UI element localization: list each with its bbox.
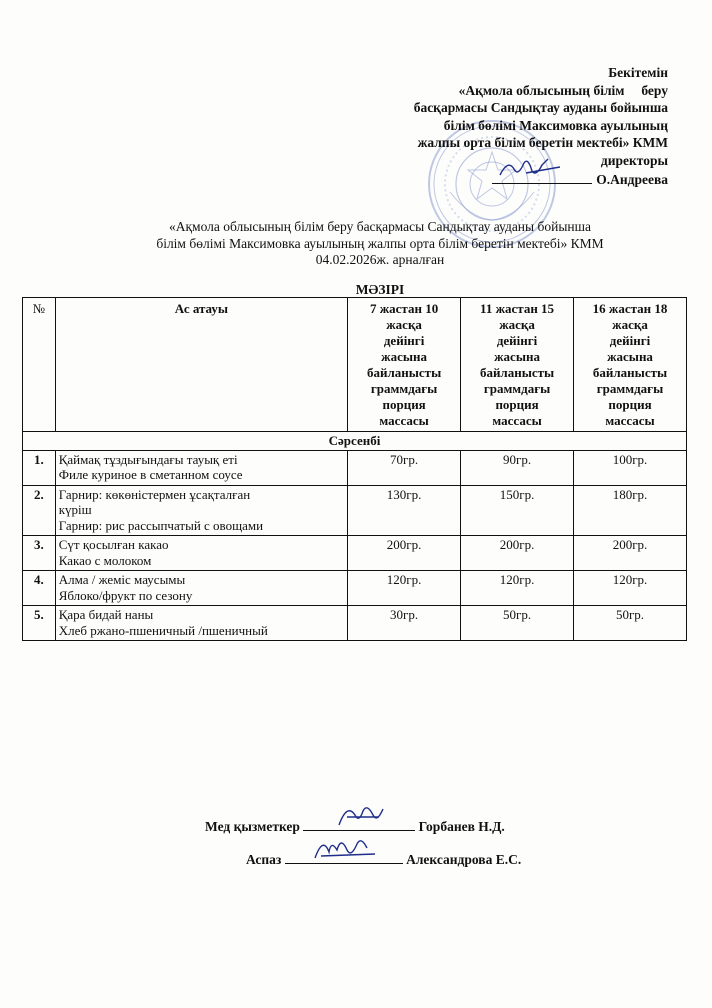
dish-name-kz: Гарнир: көкөністермен ұсақталған — [58, 486, 251, 502]
header-number: № — [23, 298, 56, 432]
cook-label: Аспаз — [246, 852, 282, 867]
dish-name-kz: Қаймақ тұздығындағы тауық еті — [58, 451, 238, 467]
dish-name-kz-cont: күріш — [58, 502, 92, 517]
row-number: 3. — [23, 536, 56, 571]
cook-signature — [285, 848, 403, 864]
dish-name-ru: Хлеб ржано-пшеничный /пшеничный — [58, 622, 268, 638]
portion-11-15: 50гр. — [461, 606, 574, 641]
handwritten-signature-icon — [333, 801, 393, 829]
dish-name-ru: Гарнир: рис рассыпчатый с овощами — [58, 517, 264, 533]
director-name: О.Андреева — [596, 172, 668, 187]
row-number: 4. — [23, 571, 56, 606]
portion-7-10: 200гр. — [348, 536, 461, 571]
heading-line: «Ақмола облысының білім беру басқармасы Сандықтау ауданы бойынша — [168, 219, 592, 234]
portion-7-10: 70гр. — [348, 450, 461, 485]
dish-name — [55, 606, 347, 641]
approval-block — [328, 64, 668, 189]
portion-11-15: 200гр. — [461, 536, 574, 571]
dish-name-kz: Алма / жеміс маусымы — [58, 572, 186, 587]
row-number: 5. — [23, 606, 56, 641]
dish-name — [55, 450, 347, 485]
dish-name — [55, 571, 347, 606]
portion-7-10: 130гр. — [348, 485, 461, 536]
table-row — [23, 536, 687, 571]
dish-name-ru: Яблоко/фрукт по сезону — [58, 587, 193, 603]
portion-11-15: 120гр. — [461, 571, 574, 606]
dish-name-ru: Филе куриное в сметанном соусе — [58, 467, 243, 482]
medical-worker-name: Горбанев Н.Д. — [418, 819, 505, 834]
approval-line: білім бөлімі Максимовка ауылының — [443, 117, 668, 133]
table-row — [23, 606, 687, 641]
portion-11-15: 90гр. — [461, 450, 574, 485]
portion-7-10: 30гр. — [348, 606, 461, 641]
header-age-16-18: 16 жастан 18 жасқа дейінгі жасына байланысты граммдағы порция массасы — [574, 298, 687, 432]
portion-16-18: 200гр. — [574, 536, 687, 571]
approval-line: басқармасы Сандықтау ауданы бойынша — [413, 100, 668, 115]
medical-worker-signature — [303, 815, 415, 831]
dish-name — [55, 536, 347, 571]
approval-line: Бекітемін — [608, 65, 668, 80]
dish-name-kz: Қара бидай наны — [58, 607, 154, 622]
portion-16-18: 50гр. — [574, 606, 687, 641]
portion-16-18: 100гр. — [574, 450, 687, 485]
heading-line: білім бөлімі Максимовка ауылының жалпы орта білім беретін мектебі» КММ — [156, 235, 604, 251]
portion-16-18: 120гр. — [574, 571, 687, 606]
approval-line: жалпы орта білім беретін мектебі» КММ — [417, 135, 668, 150]
medical-worker-label: Мед қызметкер — [205, 819, 300, 834]
portion-7-10: 120гр. — [348, 571, 461, 606]
approval-line: «Ақмола облысының білім беру — [458, 82, 668, 98]
menu-title: МӘЗІРІ — [355, 282, 405, 297]
cook-signature-row — [246, 848, 521, 868]
header-age-11-15: 11 жастан 15 жасқа дейінгі жасына байланысты граммдағы порция массасы — [461, 298, 574, 432]
table-row — [23, 485, 687, 536]
cook-name: Александрова Е.С. — [406, 852, 522, 867]
handwritten-signature-icon — [311, 832, 381, 862]
heading-date: 04.02.2026ж. арналған — [315, 252, 445, 267]
director-signature-line — [328, 169, 668, 189]
handwritten-signature-icon — [496, 155, 566, 181]
dish-name — [55, 485, 347, 536]
table-row — [23, 450, 687, 485]
portion-16-18: 180гр. — [574, 485, 687, 536]
row-number: 1. — [23, 450, 56, 485]
header-age-7-10: 7 жастан 10 жасқа дейінгі жасына байланысты граммдағы порция массасы — [348, 298, 461, 432]
day-row — [23, 432, 687, 451]
table-row — [23, 571, 687, 606]
day-label: Сәрсенбі — [23, 432, 687, 451]
dish-name-ru: Какао с молоком — [58, 552, 152, 568]
header-dish-name: Ас атауы — [55, 298, 347, 432]
document-heading — [80, 219, 680, 269]
table-header-row — [23, 298, 687, 432]
portion-11-15: 150гр. — [461, 485, 574, 536]
row-number: 2. — [23, 485, 56, 536]
dish-name-kz: Сүт қосылған какао — [58, 537, 169, 552]
director-signature — [492, 169, 592, 184]
menu-table — [22, 297, 687, 641]
approval-line: директоры — [600, 152, 668, 168]
